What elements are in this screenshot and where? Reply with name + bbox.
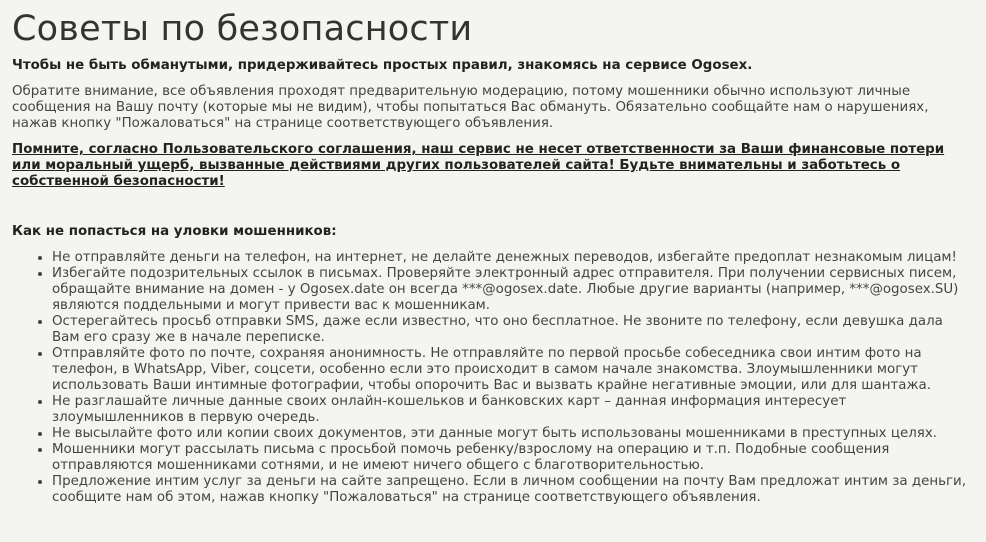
lead-paragraph: Чтобы не быть обманутыми, придерживайтесь простых правил, знакомясь на сервисе Ogosex. [12,58,753,73]
list-item: • Не отправляйте деньги на телефон, на интернет, не делайте денежных переводов, избегайте предоплат незнакомым лицам! [52,250,974,266]
moderation-notice: Обратите внимание, все объявления проходят предварительную модерацию, потому мошенники обычно используют личные сообщения на Вашу почту (которые мы не видим), чтобы попытаться Вас обмануть. Обязательно сообщайте нам о нарушениях, нажав кнопку "Пожаловаться" на странице соответствующего объявления. [12,84,929,131]
list-item: • Мошенники могут рассылать письма с просьбой помочь ребенку/взрослому на операцию и т.п. Подобные сообщения отправляются мошенниками сотнями, и не имеют ничего общего с благотворительностью. [52,442,974,474]
tips-list [12,250,974,506]
page-title: Советы по безопасности [12,9,473,49]
list-item: • Не разглашайте личные данные своих онлайн-кошельков и банковских карт – данная информация интересует злоумышленников в первую очередь. [52,394,974,426]
list-item: • Предложение интим услуг за деньги на сайте запрещено. Если в личном сообщении на почту Вам предложат интим за деньги, сообщите нам об этом, нажав кнопку "Пожаловаться" на странице соответствующего объявления. [52,474,974,506]
list-item: • Остерегайтесь просьб отправки SMS, даже если известно, что оно бесплатное. Не звоните по телефону, если девушка дала Вам его сразу же в начале переписке. [52,314,974,346]
list-item: • Избегайте подозрительных ссылок в письмах. Проверяйте электронный адрес отправителя. При получении сервисных писем, обращайте внимание на домен - у Ogosex.date он всегда ***@ogosex.date. Любые другие варианты (например, ***@ogosex.SU) являются поддельными и могут привести вас к мошенникам. [52,266,974,314]
tips-heading: Как не попасться на уловки мошенников: [12,224,337,239]
list-item: • Не высылайте фото или копии своих документов, эти данные могут быть использованы мошенниками в преступных целях. [52,426,974,442]
list-item: • Отправляйте фото по почте, сохраняя анонимность. Не отправляйте по первой просьбе собеседника свои интим фото на телефон, в WhatsApp, Viber, соцсети, особенно если это происходит в самом начале знакомства. Злоумышленники могут использовать Ваши интимные фотографии, чтобы опорочить Вас и вызвать крайне негативные эмоции, или для шантажа. [52,346,974,394]
liability-warning: Помните, согласно Пользовательского соглашения, наш сервис не несет ответственности за Ваши финансовые потери или моральный ущерб, вызванные действиями других пользователей сайта! Будьте внимательны и заботьтесь о собственной безопасности! [12,142,945,189]
